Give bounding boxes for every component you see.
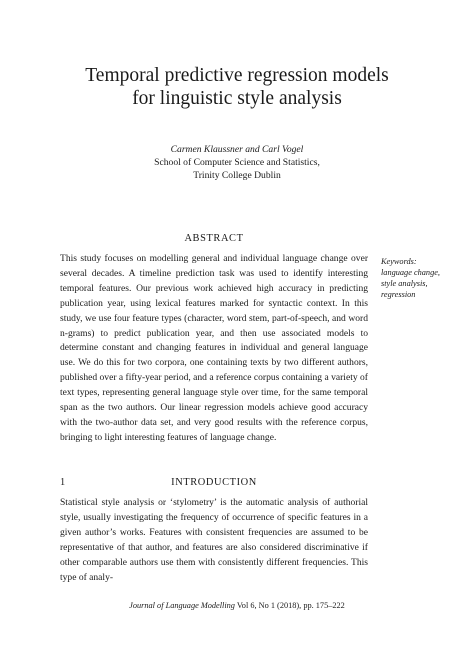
- keyword-item: language change,: [381, 268, 440, 277]
- author-names: Carmen Klaussner and Carl Vogel: [170, 144, 304, 155]
- title-line-1: Temporal predictive regression models: [85, 65, 389, 86]
- paper-title: [0, 64, 474, 110]
- journal-footer: [0, 601, 474, 610]
- introduction-heading: [60, 477, 368, 488]
- journal-name: Journal of Language Modelling: [129, 601, 235, 610]
- affiliation-line-1: School of Computer Science and Statistics,: [154, 157, 320, 168]
- introduction-text: Statistical style analysis or ‘stylometry’ is the automatic analysis of authorial style, usually investigating the frequency of occurrence of specific features in a given author’s works. Features with consistent frequencies are assumed to be representative of that author, and features are also considered discriminative if other comparable authors use them with consistently different frequencies. This type of analy-: [60, 497, 368, 583]
- keyword-item: regression: [381, 290, 416, 299]
- section-title: INTRODUCTION: [171, 477, 257, 488]
- section-number: 1: [60, 477, 66, 488]
- abstract-heading: ABSTRACT: [184, 233, 244, 244]
- author-block: [0, 143, 474, 182]
- affiliation-line-2: Trinity College Dublin: [193, 170, 281, 181]
- keyword-item: style analysis,: [381, 279, 428, 288]
- journal-details: Vol 6, No 1 (2018), pp. 175–222: [234, 601, 345, 610]
- title-line-2: for linguistic style analysis: [132, 88, 342, 109]
- abstract-text: This study focuses on modelling general and individual language change over several decades. A timeline prediction task was used to identify interesting temporal features. Our previous work achieved high accuracy in predicting publication year, using lexical features marked for syntactic context. In this study, we use four feature types (character, word stem, part-of-speech, and word n-grams) to predict publication year, and then use associated models to determine constant and changing features in individual and general language use. We do this for two corpora, one containing texts by two different authors, published over a fifty-year period, and a reference corpus containing a variety of text types, representing general language style over time, for the same temporal span as the two authors. Our linear regression models achieve good accuracy with the two-author data set, and very good results with the reference corpus, bringing to light interesting features of language change.: [60, 253, 368, 443]
- keywords-sidebar: [381, 256, 461, 300]
- keywords-label: Keywords:: [381, 257, 417, 266]
